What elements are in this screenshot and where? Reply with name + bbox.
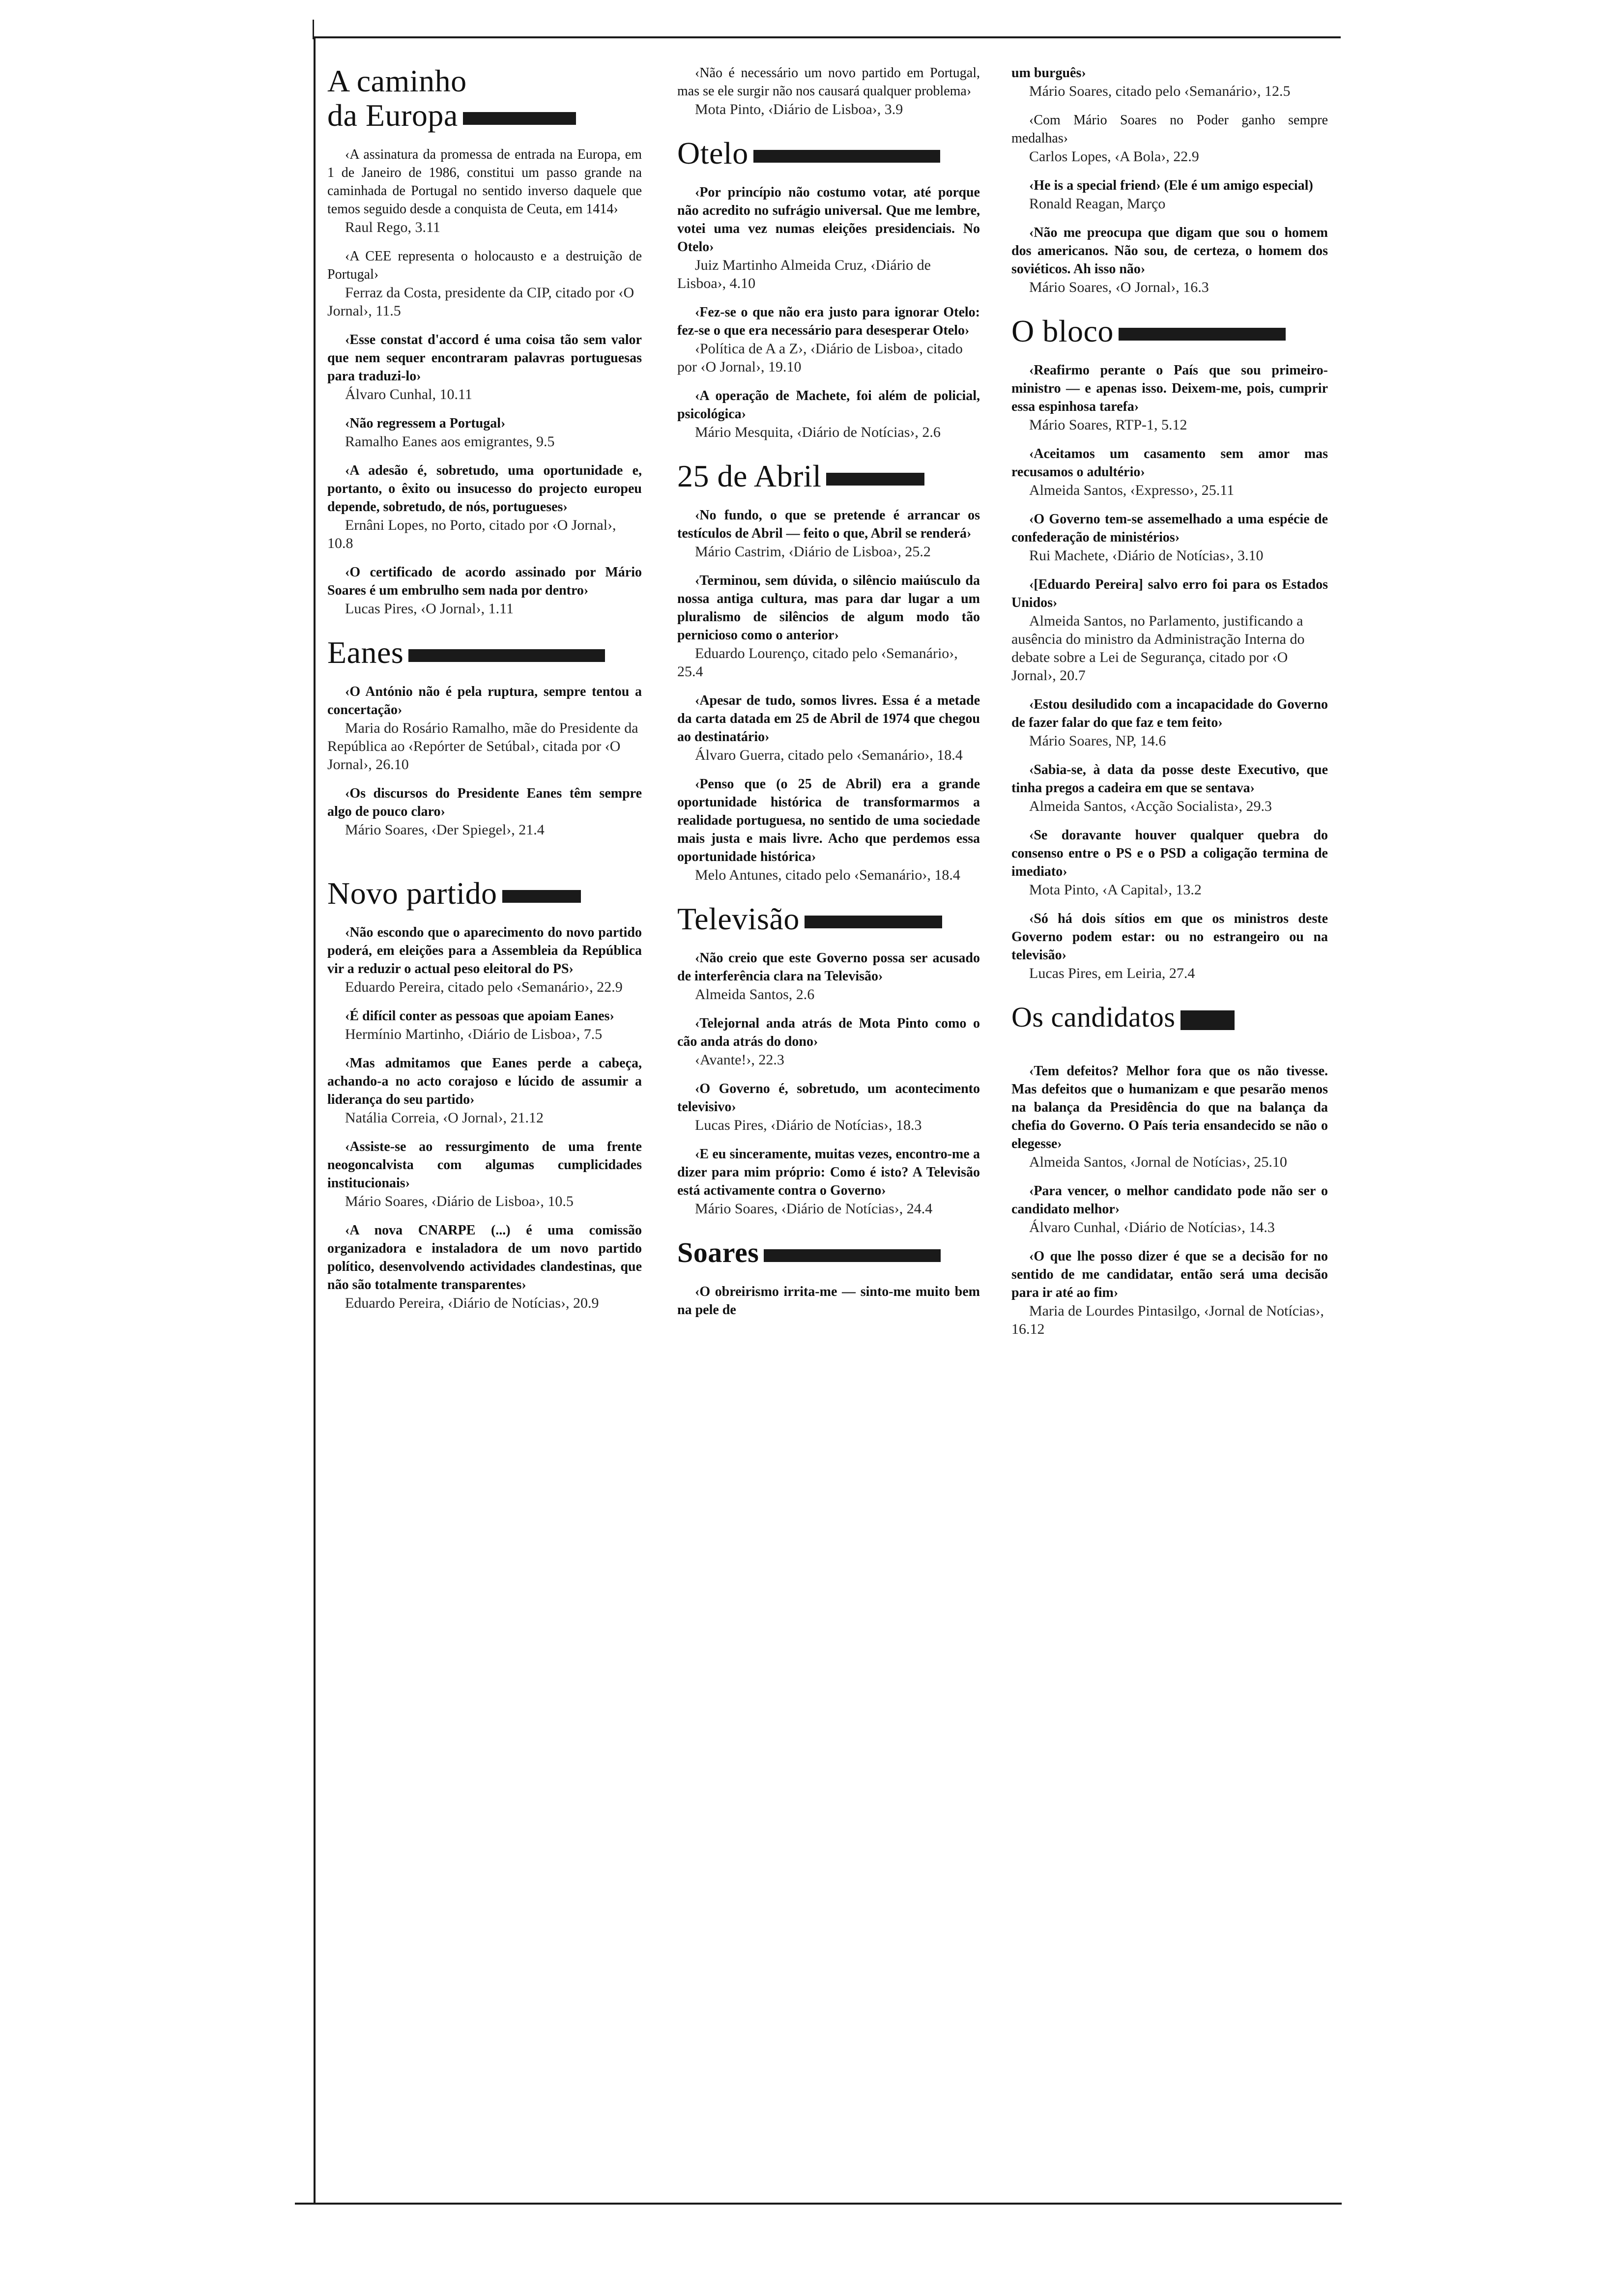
section-televisao bbox=[677, 902, 980, 1218]
quote-source: Mário Soares, NP, 14.6 bbox=[1029, 733, 1166, 749]
quote-text: ‹Fez-se o que não era justo para ignorar Otelo: fez-se o que era necessário para desesperar Otelo› bbox=[677, 305, 980, 338]
quote-item bbox=[1011, 224, 1328, 296]
top-rule bbox=[314, 36, 1341, 38]
quote-source: Mário Soares, ‹O Jornal›, 16.3 bbox=[1029, 279, 1209, 295]
quote-item bbox=[327, 784, 642, 839]
quote-item bbox=[1011, 575, 1328, 685]
title-bar bbox=[764, 1249, 941, 1262]
title-bar bbox=[826, 473, 924, 486]
quote-source: Ronald Reagan, Março bbox=[1029, 196, 1166, 212]
quote-text: ‹Mas admitamos que Eanes perde a cabeça, achando-a no acto corajoso e lúcido de assumir a liderança do seu partido› bbox=[327, 1056, 642, 1107]
quote-item bbox=[1011, 510, 1328, 565]
quote-item bbox=[327, 1138, 642, 1210]
quote-text: ‹Penso que (o 25 de Abril) era a grande oportunidade histórica de transformarmos a realidade portuguesa, no sentido de uma sociedade mais justa e mais livre. Acho que perdemos essa oportunidade histórica› bbox=[677, 776, 980, 864]
quote-text: ‹Se doravante houver qualquer quebra do consenso entre o PS e o PSD a coligação termina de imediato› bbox=[1011, 828, 1328, 879]
quote-source: Eduardo Pereira, citado pelo ‹Semanário›, 22.9 bbox=[345, 979, 623, 995]
quote-item bbox=[1011, 1062, 1328, 1171]
quote-text: ‹O Governo é, sobretudo, um acontecimento televisivo› bbox=[677, 1081, 980, 1115]
section-title bbox=[677, 902, 980, 936]
title-text: 25 de Abril bbox=[677, 459, 822, 493]
title-text: Soares bbox=[677, 1236, 759, 1268]
quote-text: ‹Por princípio não costumo votar, até porque não acredito no sufrágio universal. Que me lembre, votei uma vez numas eleições presidenciais. No Otelo› bbox=[677, 185, 980, 255]
quote-item bbox=[327, 683, 642, 774]
quote-item bbox=[327, 414, 642, 451]
title-bar bbox=[1180, 1010, 1235, 1030]
quote-text: ‹Não escondo que o aparecimento do novo partido poderá, em eleições para a Assembleia da República vir a reduzir o actual peso eleitoral do PS› bbox=[327, 925, 642, 976]
quote-source: Almeida Santos, ‹Acção Socialista›, 29.3 bbox=[1029, 798, 1272, 814]
quote-source: Raul Rego, 3.11 bbox=[345, 219, 440, 235]
quote-text: ‹No fundo, o que se pretende é arrancar os testículos de Abril — feito o que, Abril se renderá› bbox=[677, 508, 980, 541]
quote-item bbox=[327, 145, 642, 236]
section-title bbox=[1011, 1000, 1328, 1034]
column-3 bbox=[1011, 64, 1328, 1356]
quote-text: ‹Telejornal anda atrás de Mota Pinto como o cão anda atrás do dono› bbox=[677, 1016, 980, 1049]
quote-item bbox=[1011, 761, 1328, 815]
title-text: Televisão bbox=[677, 901, 800, 936]
bottom-rule bbox=[295, 2203, 1342, 2205]
title-bar bbox=[463, 112, 576, 125]
quote-source: Álvaro Cunhal, ‹Diário de Notícias›, 14.3 bbox=[1029, 1219, 1275, 1235]
quote-text: ‹O certificado de acordo assinado por Mário Soares é um embrulho sem nada por dentro› bbox=[327, 565, 642, 598]
section-continued bbox=[677, 64, 980, 118]
quote-text: ‹A nova CNARPE (...) é uma comissão organizadora e instaladora de um novo partido político, desenvolvendo actividades clandestinas, que não são totalmente transparentes› bbox=[327, 1223, 642, 1292]
quote-source: Ernâni Lopes, no Porto, citado por ‹O Jornal›, 10.8 bbox=[327, 517, 616, 551]
quote-text: ‹A assinatura da promessa de entrada na Europa, em 1 de Janeiro de 1986, constitui um passo grande na caminhada de Portugal no sentido inverso daquele que temos seguido desde a conquista de Ceuta, em 1414› bbox=[327, 147, 642, 217]
quote-text: ‹Não me preocupa que digam que sou o homem dos americanos. Não sou, de certeza, o homem dos soviéticos. Ah isso não› bbox=[1011, 225, 1328, 277]
quote-text: ‹[Eduardo Pereira] salvo erro foi para os Estados Unidos› bbox=[1011, 577, 1328, 610]
quote-text: ‹Os discursos do Presidente Eanes têm sempre algo de pouco claro› bbox=[327, 786, 642, 819]
quote-source: Mário Soares, ‹Diário de Notícias›, 24.4 bbox=[695, 1201, 933, 1217]
quote-text: ‹Não creio que este Governo possa ser acusado de interferência clara na Televisão› bbox=[677, 950, 980, 984]
title-line-1: A caminho bbox=[327, 63, 467, 98]
quote-text: ‹O que lhe posso dizer é que se a decisão for no sentido de me candidatar, então será uma decisão para ir até ao fim› bbox=[1011, 1249, 1328, 1300]
quote-source: Hermínio Martinho, ‹Diário de Lisboa›, 7.5 bbox=[345, 1026, 603, 1042]
quote-text: ‹A adesão é, sobretudo, uma oportunidade e, portanto, o êxito ou insucesso do projecto europeu depende, sobretudo, de nós, portugueses› bbox=[327, 463, 642, 515]
quote-text: ‹O Governo tem-se assemelhado a uma espécie de confederação de ministérios› bbox=[1011, 512, 1328, 545]
title-bar bbox=[805, 916, 942, 928]
quote-source: Maria de Lourdes Pintasilgo, ‹Jornal de Notícias›, 16.12 bbox=[1011, 1303, 1324, 1337]
quote-source: Ramalho Eanes aos emigrantes, 9.5 bbox=[345, 433, 555, 450]
quote-text: ‹A CEE representa o holocausto e a destruição de Portugal› bbox=[327, 249, 642, 282]
quote-source: Mário Soares, RTP-1, 5.12 bbox=[1029, 417, 1187, 433]
quote-source: Maria do Rosário Ramalho, mãe do Presidente da República ao ‹Repórter de Setúbal›, citada por ‹O Jornal›, 26.10 bbox=[327, 720, 638, 773]
title-text: Os candidatos bbox=[1011, 1001, 1176, 1033]
quote-source: Juiz Martinho Almeida Cruz, ‹Diário de Lisboa›, 4.10 bbox=[677, 257, 931, 291]
title-bar bbox=[502, 890, 581, 903]
quote-text: ‹Reafirmo perante o País que sou primeiro-ministro — e apenas isso. Deixem-me, pois, cumprir essa espinhosa tarefa› bbox=[1011, 363, 1328, 414]
quote-item bbox=[327, 563, 642, 618]
quote-text: ‹Não é necessário um novo partido em Portugal, mas se ele surgir não nos causará qualquer problema› bbox=[677, 65, 980, 99]
quote-text: ‹Aceitamos um casamento sem amor mas recusamos o adultério› bbox=[1011, 446, 1328, 480]
quote-item bbox=[677, 949, 980, 1004]
quote-item bbox=[1011, 1247, 1328, 1338]
quote-item bbox=[1011, 695, 1328, 750]
quote-item bbox=[677, 572, 980, 681]
quote-source: Eduardo Pereira, ‹Diário de Notícias›, 20.9 bbox=[345, 1295, 599, 1311]
quote-source: Almeida Santos, ‹Expresso›, 25.11 bbox=[1029, 482, 1235, 498]
quote-item bbox=[677, 64, 980, 118]
quote-item bbox=[677, 303, 980, 376]
quote-source: Mário Soares, citado pelo ‹Semanário›, 12.5 bbox=[1029, 83, 1291, 99]
quote-text: ‹Não regressem a Portugal› bbox=[345, 416, 506, 431]
quote-source: Almeida Santos, ‹Jornal de Notícias›, 25.10 bbox=[1029, 1154, 1287, 1170]
title-bar bbox=[753, 150, 940, 163]
quote-source: Mário Castrim, ‹Diário de Lisboa›, 25.2 bbox=[695, 544, 931, 560]
quote-source: Rui Machete, ‹Diário de Notícias›, 3.10 bbox=[1029, 547, 1264, 564]
quote-source: Mário Mesquita, ‹Diário de Notícias›, 2.6 bbox=[695, 424, 941, 440]
column-1 bbox=[327, 64, 642, 1330]
quote-text: ‹Terminou, sem dúvida, o silêncio maiúsculo da nossa antiga cultura, mas para dar lugar a um pluralismo de silêncios de algum modo tão pernicioso como o anterior› bbox=[677, 573, 980, 643]
quote-item bbox=[1011, 445, 1328, 499]
quote-source: Mota Pinto, ‹Diário de Lisboa›, 3.9 bbox=[695, 101, 903, 117]
quote-text: ‹Para vencer, o melhor candidato pode não ser o candidato melhor› bbox=[1011, 1183, 1328, 1217]
quote-text: ‹É difícil conter as pessoas que apoiam Eanes› bbox=[345, 1008, 614, 1024]
section-continued bbox=[1011, 64, 1328, 296]
section-a-caminho-da-europa bbox=[327, 64, 642, 618]
quote-item bbox=[677, 183, 980, 292]
quote-item bbox=[1011, 111, 1328, 166]
quote-item bbox=[327, 1054, 642, 1127]
quote-item bbox=[1011, 826, 1328, 899]
quote-text: ‹Apesar de tudo, somos livres. Essa é a metade da carta datada em 25 de Abril de 1974 que chegou ao destinatário› bbox=[677, 693, 980, 745]
section-title bbox=[677, 459, 980, 493]
quote-item bbox=[677, 1014, 980, 1069]
title-text: Otelo bbox=[677, 136, 748, 171]
section-title bbox=[1011, 314, 1328, 348]
section-title bbox=[677, 1235, 980, 1270]
quote-text: ‹He is a special friend› (Ele é um amigo especial) bbox=[1029, 178, 1313, 193]
quote-item bbox=[327, 247, 642, 320]
title-bar bbox=[1119, 328, 1286, 341]
quote-item bbox=[1011, 1182, 1328, 1236]
quote-item bbox=[677, 691, 980, 764]
quote-source: Carlos Lopes, ‹A Bola›, 22.9 bbox=[1029, 148, 1199, 165]
title-bar bbox=[408, 649, 605, 662]
quote-text: ‹E eu sinceramente, muitas vezes, encontro-me a dizer para mim próprio: Como é isto? A Televisão está activamente contra o Governo› bbox=[677, 1147, 980, 1198]
quote-item bbox=[327, 331, 642, 403]
section-title bbox=[327, 876, 642, 911]
quote-source: Lucas Pires, ‹Diário de Notícias›, 18.3 bbox=[695, 1117, 922, 1133]
quote-text: um burguês› bbox=[1011, 65, 1086, 81]
section-otelo bbox=[677, 136, 980, 441]
quote-source: Lucas Pires, ‹O Jornal›, 1.11 bbox=[345, 601, 514, 617]
quote-item bbox=[677, 775, 980, 884]
quote-source: Mário Soares, ‹Der Spiegel›, 21.4 bbox=[345, 822, 545, 838]
quote-item bbox=[1011, 176, 1328, 213]
quote-source: Álvaro Cunhal, 10.11 bbox=[345, 386, 472, 402]
quote-source: Mota Pinto, ‹A Capital›, 13.2 bbox=[1029, 882, 1202, 898]
quote-text: ‹A operação de Machete, foi além de policial, psicológica› bbox=[677, 388, 980, 422]
section-eanes bbox=[327, 635, 642, 839]
title-text: O bloco bbox=[1011, 314, 1114, 348]
left-rule bbox=[314, 36, 316, 2204]
section-novo-partido bbox=[327, 876, 642, 1312]
quote-text: ‹Tem defeitos? Melhor fora que os não tivesse. Mas defeitos que o humanizam e que pesarão menos na balança da Presidência do que na balança da chefia do Governo. O País teria ensandecido se não o elegesse› bbox=[1011, 1063, 1328, 1151]
quote-item bbox=[1011, 910, 1328, 982]
title-line-2: da Europa bbox=[327, 98, 458, 133]
quote-source: Mário Soares, ‹Diário de Lisboa›, 10.5 bbox=[345, 1193, 574, 1209]
quote-source: Álvaro Guerra, citado pelo ‹Semanário›, 18.4 bbox=[695, 747, 963, 763]
quote-text: ‹O António não é pela ruptura, sempre tentou a concertação› bbox=[327, 684, 642, 718]
quote-source: Ferraz da Costa, presidente da CIP, citado por ‹O Jornal›, 11.5 bbox=[327, 285, 634, 319]
quote-text: ‹Sabia-se, à data da posse deste Executivo, que tinha pregos a cadeira em que se sentava› bbox=[1011, 762, 1328, 796]
section-o-bloco bbox=[1011, 314, 1328, 982]
quote-item bbox=[677, 387, 980, 441]
quote-source: Melo Antunes, citado pelo ‹Semanário›, 18.4 bbox=[695, 867, 960, 883]
column-2 bbox=[677, 64, 980, 1337]
quote-text: ‹O obreirismo irrita-me — sinto-me muito bem na pele de bbox=[677, 1284, 980, 1318]
quote-source: Almeida Santos, no Parlamento, justificando a ausência do ministro da Administração Interna do debate sobre a Lei de Segurança, citado por ‹O Jornal›, 20.7 bbox=[1011, 613, 1305, 684]
section-title bbox=[327, 635, 642, 670]
quote-item bbox=[327, 923, 642, 996]
quote-source: Almeida Santos, 2.6 bbox=[695, 986, 815, 1003]
section-soares bbox=[677, 1235, 980, 1319]
quote-item bbox=[327, 461, 642, 552]
quote-text: ‹Com Mário Soares no Poder ganho sempre medalhas› bbox=[1011, 113, 1328, 146]
title-text: Eanes bbox=[327, 635, 404, 670]
quote-source: Eduardo Lourenço, citado pelo ‹Semanário›, 25.4 bbox=[677, 645, 958, 680]
quote-text: ‹Assiste-se ao ressurgimento de uma frente neogoncalvista com algumas cumplicidades institucionais› bbox=[327, 1139, 642, 1191]
quote-text: ‹Só há dois sítios em que os ministros deste Governo podem estar: ou no estrangeiro ou na televisão› bbox=[1011, 911, 1328, 963]
quote-item bbox=[677, 1145, 980, 1218]
quote-item bbox=[327, 1221, 642, 1312]
quote-item bbox=[327, 1007, 642, 1043]
section-title bbox=[327, 64, 642, 133]
quote-item bbox=[1011, 361, 1328, 434]
quote-item bbox=[677, 1283, 980, 1319]
section-25-de-abril bbox=[677, 459, 980, 884]
section-os-candidatos bbox=[1011, 1000, 1328, 1338]
quote-source: ‹Política de A a Z›, ‹Diário de Lisboa›, citado por ‹O Jornal›, 19.10 bbox=[677, 341, 963, 375]
quote-source: Natália Correia, ‹O Jornal›, 21.12 bbox=[345, 1110, 544, 1126]
quote-item bbox=[677, 506, 980, 561]
quote-source: Lucas Pires, em Leiria, 27.4 bbox=[1029, 965, 1195, 981]
quote-source: ‹Avante!›, 22.3 bbox=[695, 1052, 784, 1068]
quote-text: ‹Esse constat d'accord é uma coisa tão sem valor que nem sequer encontraram palavras portuguesas para traduzi-lo› bbox=[327, 332, 642, 384]
quote-item bbox=[1011, 64, 1328, 100]
title-text: Novo partido bbox=[327, 876, 497, 911]
quote-text: ‹Estou desiludido com a incapacidade do Governo de fazer falar do que faz e tem feito› bbox=[1011, 697, 1328, 730]
section-title bbox=[677, 136, 980, 171]
quote-item bbox=[677, 1080, 980, 1134]
